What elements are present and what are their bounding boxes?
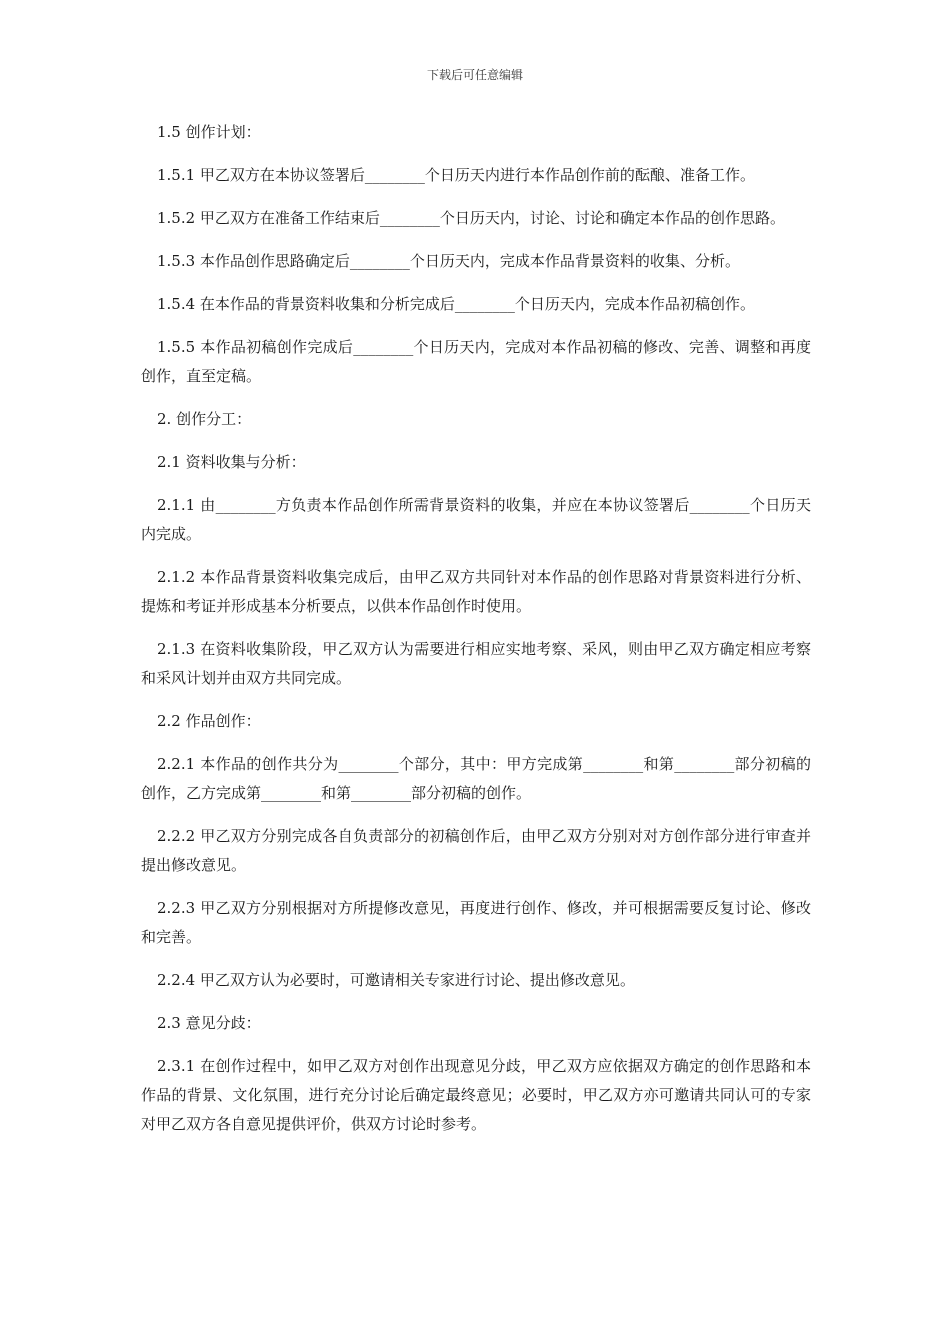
document-body xyxy=(141,118,811,1153)
clause-2-2-2: 2.2.2 甲乙双方分别完成各自负责部分的初稿创作后，由甲乙双方分别对对方创作部分进行审查并提出修改意见。 xyxy=(141,827,811,874)
section-2-2-heading: 2.2 作品创作： xyxy=(157,712,261,730)
section-2-1-heading: 2.1 资料收集与分析： xyxy=(157,453,306,471)
clause-1-5-5: 1.5.5 本作品初稿创作完成后________个日历天内，完成对本作品初稿的修改、完善、调整和再度创作，直至定稿。 xyxy=(141,338,811,385)
clause-1-5-1: 1.5.1 甲乙双方在本协议签署后________个日历天内进行本作品创作前的酝酿、准备工作。 xyxy=(157,166,755,184)
section-1-5-heading: 1.5 创作计划： xyxy=(157,123,261,141)
clause-2-2-4: 2.2.4 甲乙双方认为必要时，可邀请相关专家进行讨论、提出修改意见。 xyxy=(157,971,635,989)
clause-1-5-2: 1.5.2 甲乙双方在准备工作结束后________个日历天内，讨论、讨论和确定本作品的创作思路。 xyxy=(157,209,785,227)
clause-2-1-1: 2.1.1 由________方负责本作品创作所需背景资料的收集，并应在本协议签署后________个日历天内完成。 xyxy=(141,496,811,543)
clause-2-2-1: 2.2.1 本作品的创作共分为________个部分，其中：甲方完成第________和第________部分初稿的创作，乙方完成第________和第________部分初稿的创作。 xyxy=(141,755,811,802)
header-note: 下载后可任意编辑 xyxy=(426,68,523,82)
section-2-3-heading: 2.3 意见分歧： xyxy=(157,1014,261,1032)
section-2-heading: 2. 创作分工： xyxy=(157,410,252,428)
clause-2-1-3: 2.1.3 在资料收集阶段，甲乙双方认为需要进行相应实地考察、采风，则由甲乙双方确定相应考察和采风计划并由双方共同完成。 xyxy=(141,640,811,687)
clause-2-3-1: 2.3.1 在创作过程中，如甲乙双方对创作出现意见分歧，甲乙双方应依据双方确定的创作思路和本作品的背景、文化氛围，进行充分讨论后确定最终意见；必要时，甲乙双方亦可邀请共同认可的专家对甲乙双方各自意见提供评价，供双方讨论时参考。 xyxy=(141,1057,811,1133)
clause-1-5-4: 1.5.4 在本作品的背景资料收集和分析完成后________个日历天内，完成本作品初稿创作。 xyxy=(157,295,755,313)
clause-2-2-3: 2.2.3 甲乙双方分别根据对方所提修改意见，再度进行创作、修改，并可根据需要反复讨论、修改和完善。 xyxy=(141,899,811,946)
clause-2-1-2: 2.1.2 本作品背景资料收集完成后，由甲乙双方共同针对本作品的创作思路对背景资料进行分析、提炼和考证并形成基本分析要点，以供本作品创作时使用。 xyxy=(141,568,811,615)
clause-1-5-3: 1.5.3 本作品创作思路确定后________个日历天内，完成本作品背景资料的收集、分析。 xyxy=(157,252,740,270)
